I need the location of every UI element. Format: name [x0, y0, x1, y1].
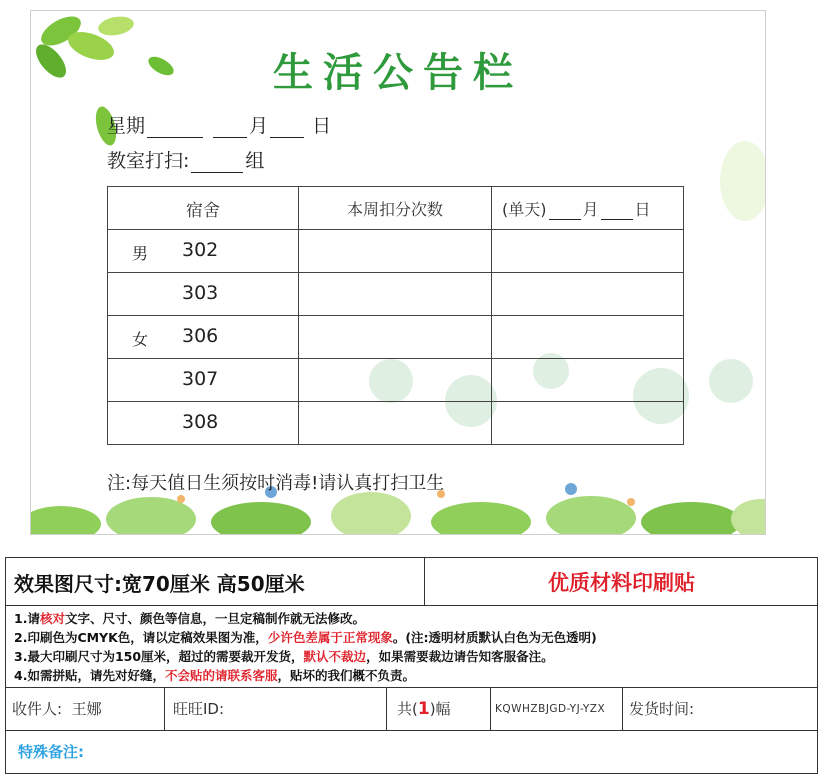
table-row: [108, 402, 684, 445]
poster: [30, 10, 766, 535]
deduction-cell: [299, 402, 492, 445]
day-label: 日: [312, 115, 332, 137]
note-line-3: 3.最大印刷尺寸为150厘米，超过的需要裁开发货，默认不裁边，如果需要裁边请告知客服备注。: [14, 649, 554, 664]
receiver-row: [6, 687, 817, 731]
room-cell: 307: [108, 359, 299, 402]
table-row: [108, 230, 684, 273]
divider: [424, 558, 425, 605]
table-row: [108, 316, 684, 359]
day-cell: [492, 359, 684, 402]
size-row: [6, 558, 817, 606]
room-cell: 303: [108, 273, 299, 316]
day-cell: [492, 402, 684, 445]
leaves-decoration: [695, 131, 766, 251]
week-label: 星期: [107, 115, 146, 137]
quality-label: 优质材料印刷贴: [548, 571, 695, 595]
print-notes: [14, 609, 597, 685]
month-blank: [213, 119, 247, 138]
header-dorm: 宿舍: [108, 187, 299, 230]
wangwang-label: 旺旺ID:: [173, 700, 225, 718]
count-cell: 共(1)幅: [386, 688, 490, 730]
note-line-4: 4.如需拼贴，请先对好缝，不会贴的请联系客服，贴坏的我们概不负责。: [14, 668, 415, 683]
special-remarks-label: 特殊备注:: [18, 743, 84, 761]
header-single-day: (单天) 月 日: [492, 187, 684, 230]
room-cell: 男 302: [108, 230, 299, 273]
day-cell: [492, 316, 684, 359]
wangwang-cell: [164, 688, 386, 730]
date-line: [107, 111, 331, 138]
ship-time-label: 发货时间:: [629, 700, 695, 718]
note-line-1: 1.请核对文字、尺寸、颜色等信息，一旦定稿制作就无法修改。: [14, 611, 365, 626]
group-blank: [191, 154, 243, 173]
room-cell: 308: [108, 402, 299, 445]
receiver-label: 收件人:: [12, 700, 63, 718]
receiver-name: 王娜: [71, 700, 102, 718]
classroom-label: 教室打扫:: [107, 150, 190, 172]
day-cell: [492, 273, 684, 316]
table-row: [108, 359, 684, 402]
deduction-cell: [299, 273, 492, 316]
count-value: 1: [417, 699, 430, 719]
room-cell: 女 306: [108, 316, 299, 359]
poster-note: 注:每天值日生须按时消毒!请认真打扫卫生: [107, 473, 445, 494]
group-label: 组: [245, 150, 265, 172]
day-cell: [492, 230, 684, 273]
table-header-row: [108, 187, 684, 230]
deduction-cell: [299, 359, 492, 402]
ship-time-cell: [622, 688, 817, 730]
week-blank: [147, 119, 203, 138]
order-info-panel: [5, 557, 818, 774]
day-blank: [270, 119, 304, 138]
table-row: [108, 273, 684, 316]
poster-title: 生活公告栏: [273, 49, 523, 96]
order-code: KQWHZBJGD-YJ-YZX: [490, 688, 622, 730]
deduction-cell: [299, 230, 492, 273]
classroom-line: [107, 146, 264, 173]
header-deductions: 本周扣分次数: [299, 187, 492, 230]
size-label: 效果图尺寸:宽70厘米 高50厘米: [14, 572, 305, 596]
receiver-cell: [12, 688, 162, 730]
dormitory-table: [107, 186, 684, 445]
month-label: 月: [249, 115, 269, 137]
deduction-cell: [299, 316, 492, 359]
note-line-2: 2.印刷色为CMYK色，请以定稿效果图为准，少许色差属于正常现象。(注:透明材质默认白色为无色透明): [14, 630, 597, 645]
